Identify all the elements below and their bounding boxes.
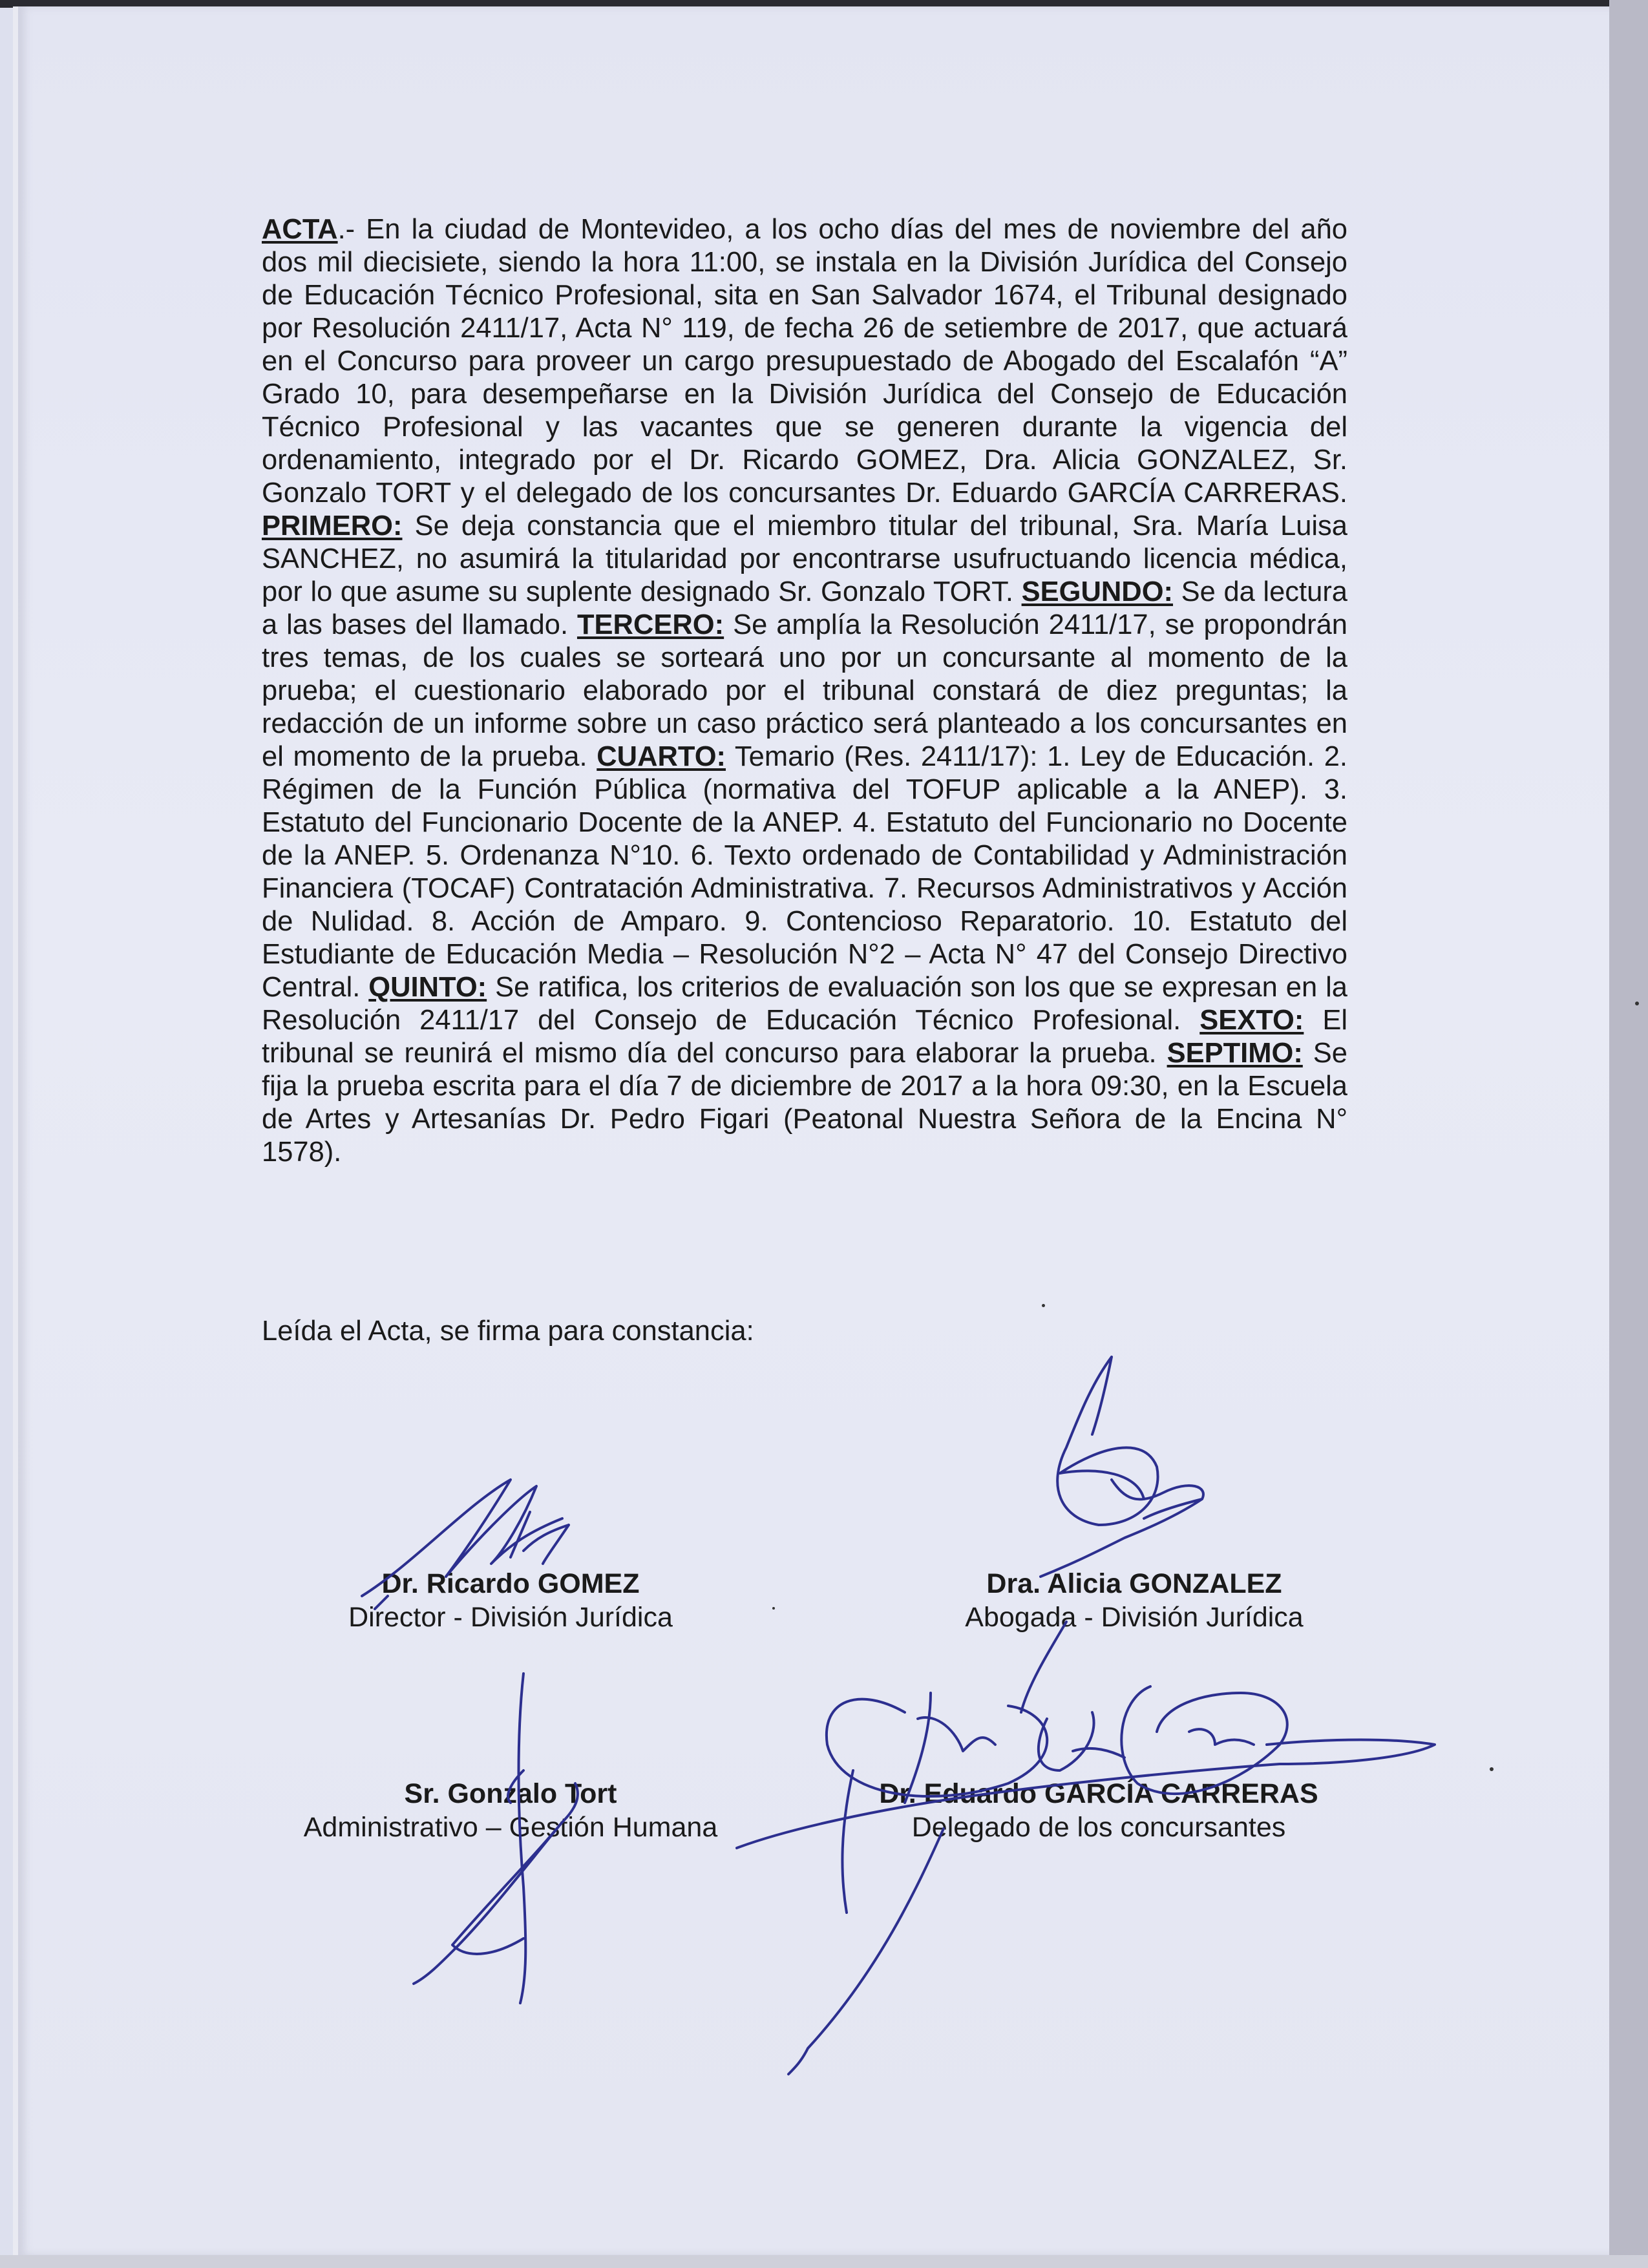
keyword-sexto: SEXTO: [1199,1005,1304,1036]
ink-speck [1635,1002,1639,1005]
signature-block-gonzalez [876,1567,1393,1634]
keyword-acta: ACTA [262,214,338,245]
signatory-role: Abogada - División Jurídica [965,1602,1304,1633]
ink-speck [1490,1767,1494,1771]
text-primero: Se deja constancia que el miembro titular del tribunal, Sra. María Luisa SANCHEZ, no asumirá la titularidad por encontrarse usufructuando licencia médica, por lo que asume su suplente designado Sr. Gonzalo TORT. [262,510,1347,607]
keyword-primero: PRIMERO: [262,510,403,541]
keyword-septimo: SEPTIMO: [1167,1038,1303,1069]
text-tercero: Se amplía la Resolución 2411/17, se propondrán tres temas, de los cuales se sorteará uno por un concursante al momento de la prueba; el cuestionario elaborado por el tribunal constará de diez preguntas; la redacción de un informe sobre un caso práctico será planteado a los concursantes en el momento de la prueba. [262,609,1347,772]
closing-line: Leída el Acta, se firma para constancia: [262,1316,754,1347]
acta-paragraph [262,213,1347,1169]
keyword-cuarto: CUARTO: [597,741,726,772]
text-segundo: Se da lectura a las bases del llamado. [262,576,1347,640]
signatory-name: Dr. Ricardo GOMEZ [381,1568,640,1599]
signatory-role: Director - División Jurídica [348,1602,673,1633]
ink-speck [772,1607,775,1610]
signature-block-garcia [840,1777,1357,1844]
signatory-name: Dr. Eduardo GARCÍA CARRERAS [879,1778,1318,1809]
text-quinto: Se ratifica, los criterios de evaluación son los que se expresan en la Resolución 2411/17 del Consejo de Educación Técnico Profesional. [262,972,1347,1036]
text-septimo: Se fija la prueba escrita para el día 7 de diciembre de 2017 a la hora 09:30, en la Escuela de Artes y Artesanías Dr. Pedro Figari (Peatonal Nuestra Señora de la Encina N° 1578). [262,1038,1347,1168]
signature-block-tort [252,1777,769,1844]
scan-bottom-edge [0,2255,1648,2268]
signature-block-gomez [252,1567,769,1634]
keyword-quinto: QUINTO: [368,972,487,1003]
text-sexto: El tribunal se reunirá el mismo día del concurso para elaborar la prueba. [262,1005,1348,1069]
scan-right-edge [1609,0,1648,2268]
ink-speck [1042,1304,1045,1307]
signatory-role: Delegado de los concursantes [911,1812,1286,1843]
acta-body [262,213,1347,1169]
text-cuarto: Temario (Res. 2411/17): 1. Ley de Educación. 2. Régimen de la Función Pública (normativa del TOFUP aplicable a la ANEP). 3. Estatuto del Funcionario Docente de la ANEP. 4. Estatuto del Funcionario no Docente de la ANEP. 5. Ordenanza N°10. 6. Texto ordenado de Contabilidad y Administración Financiera (TOCAF) Contratación Administrativa. 7. Recursos Administrativos y Acción de Nulidad. 8. Acción de Amparo. 9. Contencioso Reparatorio. 10. Estatuto del Estudiante de Educación Media – Resolución N°2 – Acta N° 47 del Consejo Directivo Central. [262,741,1348,1003]
keyword-tercero: TERCERO: [576,609,724,640]
signatory-name: Sr. Gonzalo Tort [404,1778,617,1809]
signatory-name: Dra. Alicia GONZALEZ [986,1568,1282,1599]
text-intro: .- En la ciudad de Montevideo, a los ocho días del mes de noviembre del año dos mil diecisiete, siendo la hora 11:00, se instala en la División Jurídica del Consejo de Educación Técnico Profesional, sita en San Salvador 1674, el Tribunal designado por Resolución 2411/17, Acta N° 119, de fecha 26 de setiembre de 2017, que actuará en el Concurso para proveer un cargo presupuestado de Abogado del Escalafón “A” Grado 10, para desempeñarse en la División Jurídica del Consejo de Educación Técnico Profesional y las vacantes que se generen durante la vigencia del ordenamiento, integrado por el Dr. Ricardo GOMEZ, Dra. Alicia GONZALEZ, Sr. Gonzalo TORT y el delegado de los concursantes Dr. Eduardo GARCÍA CARRERAS. [262,214,1347,509]
signatory-role: Administrativo – Gestión Humana [303,1812,718,1843]
keyword-segundo: SEGUNDO: [1021,576,1174,607]
